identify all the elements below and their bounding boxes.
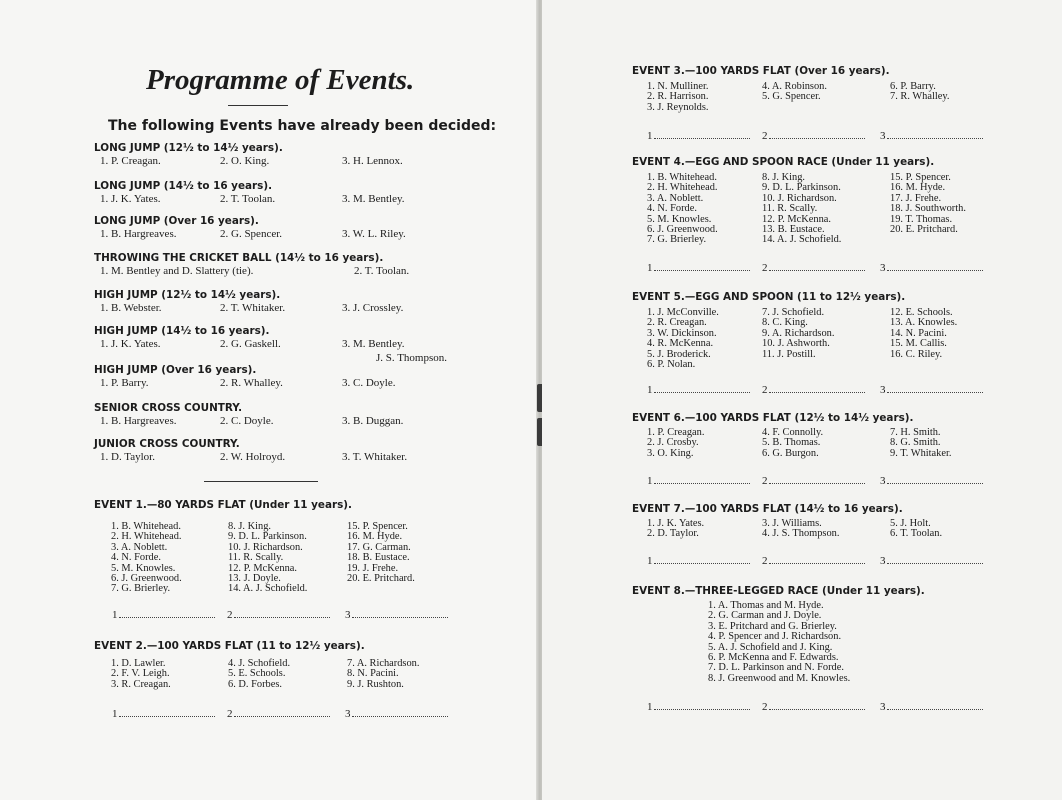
entrant: 1. D. Lawler. xyxy=(111,658,166,669)
event-heading: HIGH JUMP (14½ to 16 years). xyxy=(94,325,270,337)
entrant: 8. N. Pacini. xyxy=(347,668,399,680)
placing-line xyxy=(654,701,750,710)
entrant: 8. G. Smith. xyxy=(890,437,941,449)
entrant: 1. J. K. Yates. xyxy=(647,518,705,529)
result-row xyxy=(94,265,554,278)
entrant: 16. C. Riley. xyxy=(890,348,943,360)
result-entry: 1. P. Creagan. xyxy=(100,155,161,167)
entrant: 5. B. Thomas. xyxy=(762,437,821,449)
placing-line xyxy=(352,609,448,618)
decided-event xyxy=(94,251,554,278)
placing-number: 1 xyxy=(647,384,653,396)
result-entry: 1. B. Hargreaves. xyxy=(100,228,177,240)
placing-slot xyxy=(880,384,983,396)
placing-line xyxy=(887,262,983,271)
decided-event xyxy=(94,324,554,364)
placing-line xyxy=(769,384,865,393)
placing-number: 1 xyxy=(112,708,118,720)
placing-slot xyxy=(112,708,215,720)
placing-number: 3 xyxy=(880,475,886,487)
entrant: 8. J. King. xyxy=(762,172,806,183)
placing-lines xyxy=(632,555,1032,567)
event-block xyxy=(632,290,1032,396)
placing-slot xyxy=(112,609,215,621)
entrant: 3. W. Dickinson. xyxy=(647,327,717,339)
entrant: 5. J. Holt. xyxy=(890,518,931,529)
result-entry: 3. C. Doyle. xyxy=(342,377,396,389)
placing-line xyxy=(119,708,215,717)
entrant: 13. J. Doyle. xyxy=(228,573,281,584)
entrant: 17. G. Carman. xyxy=(347,541,411,553)
entrant: 18. B. Eustace. xyxy=(347,552,410,564)
entrant-list xyxy=(94,659,514,690)
placing-number: 3 xyxy=(880,701,886,713)
entrant: 10. J. Richardson. xyxy=(762,192,837,204)
entrant: 16. M. Hyde. xyxy=(347,531,403,543)
entrant: 6. G. Burgon. xyxy=(762,447,819,459)
placing-number: 1 xyxy=(647,701,653,713)
entrant: 8. J. Greenwood and M. Knowles. xyxy=(708,672,851,684)
placing-slot xyxy=(227,708,330,720)
entrant: 7. G. Brierley. xyxy=(111,583,171,595)
entrant: 4. R. McKenna. xyxy=(647,338,714,350)
section-divider xyxy=(204,481,318,482)
result-entry: 2. T. Whitaker. xyxy=(220,302,286,314)
event-heading: EVENT 4.—EGG AND SPOON RACE (Under 11 years). xyxy=(632,156,935,168)
placing-lines xyxy=(94,609,514,621)
entrant: 3. A. Noblett. xyxy=(647,192,704,204)
placing-slot xyxy=(647,701,750,713)
placing-number: 2 xyxy=(227,708,233,720)
entrant: 2. H. Whitehead. xyxy=(647,182,718,194)
entrant: 12. E. Schools. xyxy=(890,307,953,318)
result-entry: 2. G. Gaskell. xyxy=(220,338,281,350)
result-entry: 1. P. Barry. xyxy=(100,377,149,389)
placing-slot xyxy=(762,555,865,567)
placing-lines xyxy=(632,130,1032,142)
entrant: 9. D. L. Parkinson. xyxy=(228,531,307,543)
entrant: 3. A. Noblett. xyxy=(111,541,168,553)
decided-event xyxy=(94,437,554,464)
decided-event xyxy=(94,179,554,206)
placing-number: 1 xyxy=(647,130,653,142)
entrant: 2. R. Creagan. xyxy=(647,317,707,329)
entrant: 20. E. Pritchard. xyxy=(347,573,415,584)
placing-line xyxy=(887,475,983,484)
entrant: 15. M. Callis. xyxy=(890,338,947,350)
event-heading: SENIOR CROSS COUNTRY. xyxy=(94,402,243,414)
result-entry: 3. B. Duggan. xyxy=(342,415,404,427)
event-heading: EVENT 8.—THREE-LEGGED RACE (Under 11 years). xyxy=(632,585,925,597)
placing-number: 2 xyxy=(762,384,768,396)
placing-lines xyxy=(632,384,1032,396)
entrant: 11. R. Scally. xyxy=(762,203,818,215)
entrant: 6. P. Nolan. xyxy=(647,359,696,370)
entrant: 6. J. Greenwood. xyxy=(647,224,718,235)
entrant: 14. A. J. Schofield. xyxy=(762,234,842,246)
placing-line xyxy=(769,475,865,484)
result-entry: 3. W. L. Riley. xyxy=(342,228,406,240)
entrant-list xyxy=(632,519,1032,540)
entrant: 4. N. Forde. xyxy=(647,203,697,215)
placing-number: 2 xyxy=(762,475,768,487)
entrant: 12. P. McKenna. xyxy=(762,213,831,225)
placing-slot xyxy=(762,701,865,713)
entrant: 6. P. McKenna and F. Edwards. xyxy=(708,652,839,663)
placing-number: 2 xyxy=(762,262,768,274)
entrant: 10. J. Richardson. xyxy=(228,541,303,553)
entrant: 5. M. Knowles. xyxy=(647,213,712,225)
entrant: 5. G. Spencer. xyxy=(762,91,821,103)
entrant: 20. E. Pritchard. xyxy=(890,224,958,235)
entrant: 15. P. Spencer. xyxy=(890,172,951,183)
entrant: 8. J. King. xyxy=(228,521,272,532)
entrant: 3. J. Williams. xyxy=(762,518,822,529)
placing-line xyxy=(654,555,750,564)
result-row xyxy=(94,155,554,168)
result-entry: 3. T. Whitaker. xyxy=(342,451,408,463)
result-row xyxy=(94,228,554,241)
event-block xyxy=(632,584,1032,713)
entrant: 6. J. Greenwood. xyxy=(111,573,182,584)
result-entry: 2. T. Toolan. xyxy=(220,193,276,205)
result-entry: 1. J. K. Yates. xyxy=(100,338,161,350)
entrant-list xyxy=(632,173,1032,246)
placing-slot xyxy=(880,130,983,142)
entrant: 4. J. S. Thompson. xyxy=(762,528,840,540)
entrant: 17. J. Frehe. xyxy=(890,192,942,204)
event-heading: LONG JUMP (14½ to 16 years). xyxy=(94,180,273,192)
entrant: 1. N. Mulliner. xyxy=(647,81,709,92)
result-row xyxy=(94,338,554,351)
entrant: 4. F. Connolly. xyxy=(762,427,824,438)
placing-line xyxy=(887,130,983,139)
result-row xyxy=(94,302,554,315)
entrant: 8. C. King. xyxy=(762,317,808,329)
result-entry: 3. M. Bentley. xyxy=(342,193,405,205)
event-heading: EVENT 5.—EGG AND SPOON (11 to 12½ years). xyxy=(632,291,906,303)
entrant: 9. T. Whitaker. xyxy=(890,447,952,459)
entrant: 2. H. Whitehead. xyxy=(111,531,182,543)
entrant: 3. R. Creagan. xyxy=(111,678,171,690)
entrant: 6. P. Barry. xyxy=(890,81,936,92)
entrant: 4. A. Robinson. xyxy=(762,81,827,92)
entrant-list xyxy=(632,601,1032,684)
placing-lines xyxy=(632,475,1032,487)
result-row xyxy=(94,193,554,206)
entrant: 3. J. Reynolds. xyxy=(647,101,709,113)
entrant: 1. B. Whitehead. xyxy=(111,521,181,532)
entrant: 1. P. Creagan. xyxy=(647,427,705,438)
placing-slot xyxy=(345,708,448,720)
placing-slot xyxy=(880,475,983,487)
right-page xyxy=(542,0,1062,800)
entrant: 2. D. Taylor. xyxy=(647,528,699,540)
placing-lines xyxy=(94,708,514,720)
placing-line xyxy=(654,475,750,484)
entrant: 15. P. Spencer. xyxy=(347,521,408,532)
result-row xyxy=(94,451,554,464)
placing-line xyxy=(654,262,750,271)
event-heading: HIGH JUMP (Over 16 years). xyxy=(94,364,257,376)
entrant: 4. J. Schofield. xyxy=(228,658,291,669)
entrant-list xyxy=(632,82,1032,113)
result-entry: 1. D. Taylor. xyxy=(100,451,155,463)
result-entry: 3. J. Crossley. xyxy=(342,302,404,314)
entrant: 14. A. J. Schofield. xyxy=(228,583,308,595)
entrant: 7. D. L. Parkinson and N. Forde. xyxy=(708,662,844,674)
entrant: 4. P. Spencer and J. Richardson. xyxy=(708,631,842,643)
entrant-list xyxy=(632,308,1032,370)
result-entry: 1. B. Webster. xyxy=(100,302,162,314)
entrant: 11. J. Postill. xyxy=(762,348,816,360)
placing-number: 2 xyxy=(227,609,233,621)
entrant: 14. N. Pacini. xyxy=(890,327,947,339)
placing-line xyxy=(654,384,750,393)
placing-number: 3 xyxy=(880,262,886,274)
placing-number: 2 xyxy=(762,701,768,713)
placing-slot xyxy=(647,384,750,396)
result-row xyxy=(94,415,554,428)
placing-line xyxy=(887,701,983,710)
placing-slot xyxy=(227,609,330,621)
event-block xyxy=(632,502,1032,567)
entrant: 3. O. King. xyxy=(647,447,694,459)
placing-slot xyxy=(647,262,750,274)
result-entry: 1. M. Bentley and D. Slattery (tie). xyxy=(100,265,254,277)
event-block xyxy=(632,64,1032,142)
entrant: 7. A. Richardson. xyxy=(347,658,420,669)
entrant: 7. J. Schofield. xyxy=(762,307,825,318)
placing-slot xyxy=(880,555,983,567)
event-block xyxy=(94,498,514,621)
result-entry: 3. H. Lennox. xyxy=(342,155,403,167)
placing-slot xyxy=(647,555,750,567)
placing-line xyxy=(234,708,330,717)
placing-slot xyxy=(880,701,983,713)
placing-slot xyxy=(762,475,865,487)
page-title: Programme of Events. xyxy=(146,64,415,96)
placing-line xyxy=(654,130,750,139)
placing-number: 3 xyxy=(345,708,351,720)
entrant: 5. M. Knowles. xyxy=(111,562,176,574)
placing-line xyxy=(769,262,865,271)
placing-lines xyxy=(632,701,1032,713)
entrant: 5. E. Schools. xyxy=(228,668,286,680)
placing-slot xyxy=(880,262,983,274)
entrant: 3. E. Pritchard and G. Brierley. xyxy=(708,620,837,632)
entrant: 7. R. Whalley. xyxy=(890,91,950,103)
placing-line xyxy=(887,384,983,393)
event-heading: EVENT 2.—100 YARDS FLAT (11 to 12½ years). xyxy=(94,640,365,652)
entrant: 10. J. Ashworth. xyxy=(762,338,830,350)
placing-number: 1 xyxy=(112,609,118,621)
placing-slot xyxy=(762,130,865,142)
entrant: 19. T. Thomas. xyxy=(890,213,953,225)
entrant: 5. J. Broderick. xyxy=(647,348,711,360)
placing-number: 1 xyxy=(647,555,653,567)
entrant: 11. R. Scally. xyxy=(228,552,284,564)
result-entry: 1. B. Hargreaves. xyxy=(100,415,177,427)
result-row xyxy=(94,377,554,390)
placing-slot xyxy=(647,475,750,487)
placing-line xyxy=(119,609,215,618)
entrant: 18. J. Southworth. xyxy=(890,203,966,215)
placing-number: 3 xyxy=(880,555,886,567)
placing-number: 3 xyxy=(880,130,886,142)
placing-slot xyxy=(345,609,448,621)
placing-number: 1 xyxy=(647,475,653,487)
placing-slot xyxy=(762,262,865,274)
event-block xyxy=(632,411,1032,487)
entrant: 19. J. Frehe. xyxy=(347,562,399,574)
result-entry: 1. J. K. Yates. xyxy=(100,193,161,205)
result-entry-continued: J. S. Thompson. xyxy=(376,352,448,364)
entrant: 16. M. Hyde. xyxy=(890,182,946,194)
placing-number: 3 xyxy=(345,609,351,621)
event-heading: EVENT 6.—100 YARDS FLAT (12½ to 14½ years). xyxy=(632,412,914,424)
placing-line xyxy=(769,555,865,564)
result-entry: 2. R. Whalley. xyxy=(220,377,283,389)
placing-number: 1 xyxy=(647,262,653,274)
entrant: 2. R. Harrison. xyxy=(647,91,709,103)
entrant: 1. J. McConville. xyxy=(647,307,719,318)
placing-slot xyxy=(762,384,865,396)
entrant: 5. A. J. Schofield and J. King. xyxy=(708,641,833,653)
placing-number: 2 xyxy=(762,130,768,142)
entrant: 9. D. L. Parkinson. xyxy=(762,182,841,194)
event-heading: EVENT 7.—100 YARDS FLAT (14½ to 16 years). xyxy=(632,503,903,515)
placing-slot xyxy=(647,130,750,142)
placing-number: 2 xyxy=(762,555,768,567)
entrant: 12. P. McKenna. xyxy=(228,562,297,574)
result-entry: 2. O. King. xyxy=(220,155,270,167)
title-underline xyxy=(228,105,288,106)
event-heading: LONG JUMP (12½ to 14½ years). xyxy=(94,142,283,154)
entrant: 13. B. Eustace. xyxy=(762,224,825,235)
event-block xyxy=(632,155,1032,274)
placing-number: 3 xyxy=(880,384,886,396)
placing-line xyxy=(234,609,330,618)
event-heading: EVENT 3.—100 YARDS FLAT (Over 16 years). xyxy=(632,65,890,77)
decided-event xyxy=(94,401,554,428)
event-heading: THROWING THE CRICKET BALL (14½ to 16 years). xyxy=(94,252,384,264)
event-block xyxy=(94,639,514,720)
entrant: 2. J. Crosby. xyxy=(647,437,699,449)
placing-line xyxy=(887,555,983,564)
placing-lines xyxy=(632,262,1032,274)
result-entry: 2. G. Spencer. xyxy=(220,228,283,240)
entrant: 7. G. Brierley. xyxy=(647,234,707,246)
placing-line xyxy=(769,701,865,710)
entrant-list xyxy=(632,428,1032,459)
entrant: 13. A. Knowles. xyxy=(890,317,958,329)
decided-event xyxy=(94,363,554,390)
entrant: 2. G. Carman and J. Doyle. xyxy=(708,610,822,622)
decided-event xyxy=(94,288,554,315)
placing-line xyxy=(769,130,865,139)
event-heading: LONG JUMP (Over 16 years). xyxy=(94,215,259,227)
event-heading: HIGH JUMP (12½ to 14½ years). xyxy=(94,289,281,301)
entrant: 7. H. Smith. xyxy=(890,427,941,438)
decided-event xyxy=(94,214,554,241)
entrant: 6. D. Forbes. xyxy=(228,678,282,690)
placing-line xyxy=(352,708,448,717)
entrant: 1. B. Whitehead. xyxy=(647,172,717,183)
entrant: 4. N. Forde. xyxy=(111,552,161,564)
entrant: 6. T. Toolan. xyxy=(890,528,943,540)
decided-event xyxy=(94,141,554,168)
entrant: 9. J. Rushton. xyxy=(347,678,404,690)
decided-subtitle: The following Events have already been decided: xyxy=(108,118,497,134)
entrant: 9. A. Richardson. xyxy=(762,327,835,339)
result-entry: 2. W. Holroyd. xyxy=(220,451,286,463)
event-heading: JUNIOR CROSS COUNTRY. xyxy=(94,438,240,450)
entrant: 2. F. V. Leigh. xyxy=(111,668,170,680)
entrant-list xyxy=(94,522,514,595)
result-entry: 2. T. Toolan. xyxy=(354,265,410,277)
event-heading: EVENT 1.—80 YARDS FLAT (Under 11 years). xyxy=(94,499,352,511)
result-entry: 2. C. Doyle. xyxy=(220,415,274,427)
entrant: 1. A. Thomas and M. Hyde. xyxy=(708,600,824,611)
result-entry: 3. M. Bentley. xyxy=(342,338,405,350)
